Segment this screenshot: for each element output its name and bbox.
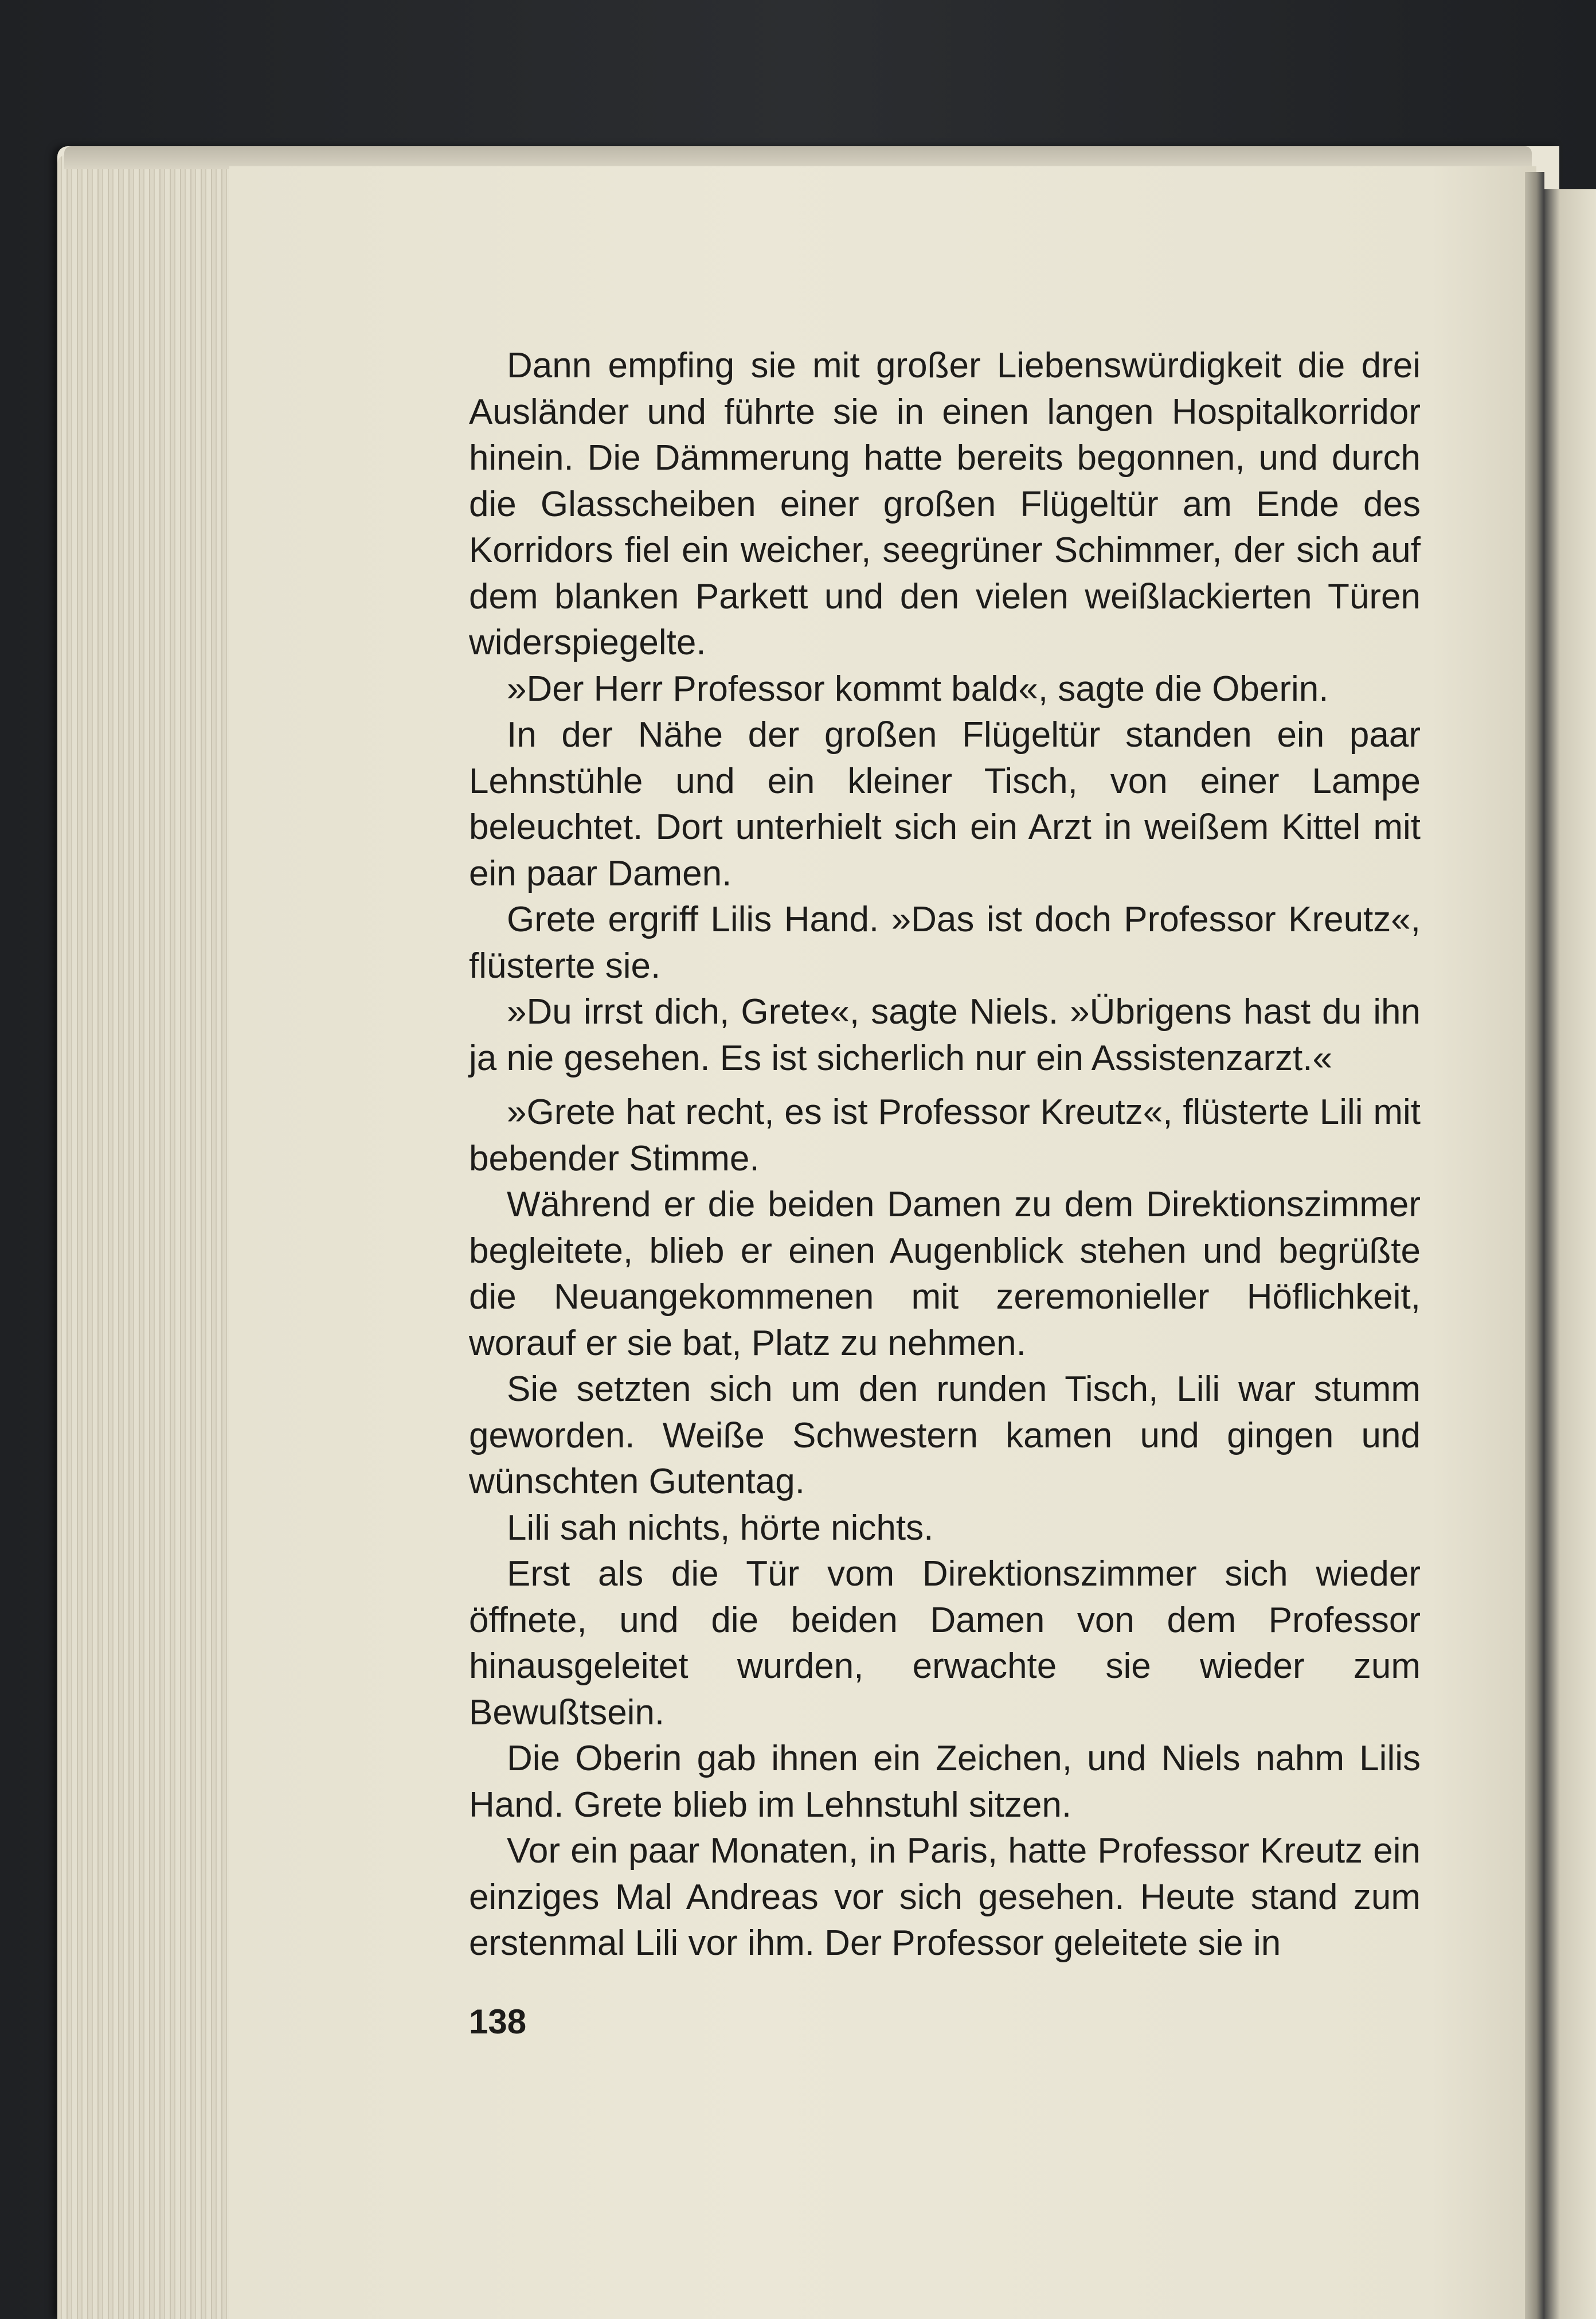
paragraph: Grete ergriff Lilis Hand. »Das ist doch Professor Kreutz«, flüsterte sie. [469, 900, 1421, 986]
paragraph: Die Oberin gab ihnen ein Zeichen, und Niels nahm Lilis Hand. Grete blieb im Lehnstuhl sitzen. [469, 1739, 1421, 1825]
paragraph: Vor ein paar Monaten, in Paris, hatte Professor Kreutz ein einziges Mal Andreas vor sich gesehen. Heute stand zum erstenmal Lili vor ihm. Der Professor geleitete sie in [469, 1831, 1421, 1963]
facing-page-edge [1544, 189, 1596, 2319]
paragraph: Während er die beiden Damen zu dem Direktionszimmer begleitete, blieb er einen Augenblick stehen und begrüßte die Neuangekommenen mit zeremonieller Höflichkeit, worauf er sie bat, Platz zu nehmen. [469, 1185, 1421, 1363]
paragraph: Erst als die Tür vom Direktionszimmer sich wieder öffnete, und die beiden Damen von dem Professor hinausgeleitet wurden, erwachte sie wieder zum Bewußtsein. [469, 1554, 1421, 1732]
book-cover-top-edge [64, 146, 1532, 169]
paragraph: Sie setzten sich um den runden Tisch, Lili war stumm geworden. Weiße Schwestern kamen und gingen und wünschten Gutentag. [469, 1369, 1421, 1501]
paragraph: In der Nähe der großen Flügeltür standen ein paar Lehnstühle und ein kleiner Tisch, von einer Lampe beleuchtet. Dort unterhielt sich ein Arzt in weißem Kittel mit ein paar Damen. [469, 715, 1421, 893]
paragraph: »Der Herr Professor kommt bald«, sagte die Oberin. [507, 669, 1329, 709]
paragraph: »Grete hat recht, es ist Professor Kreutz«, flüsterte Lili mit bebender Stimme. [469, 1092, 1421, 1178]
page-stack-edge [57, 155, 229, 2319]
page-text [469, 343, 1421, 1967]
book-gutter [1525, 172, 1544, 2319]
paragraph: Lili sah nichts, hörte nichts. [507, 1508, 934, 1548]
page-number: 138 [469, 2002, 527, 2041]
paragraph: Dann empfing sie mit großer Liebenswürdigkeit die drei Ausländer und führte sie in einen langen Hospitalkorridor hinein. Die Dämmerung hatte bereits begonnen, und durch die Glasscheiben einer großen Flügeltür am Ende des Korridors fiel ein weicher, seegrüner Schimmer, der sich auf dem blanken Parkett und den vielen weißlackierten Türen widerspiegelte. [469, 346, 1421, 662]
paragraph: »Du irrst dich, Grete«, sagte Niels. »Übrigens hast du ihn ja nie gesehen. Es ist sicherlich nur ein Assistenzarzt.« [469, 992, 1421, 1078]
